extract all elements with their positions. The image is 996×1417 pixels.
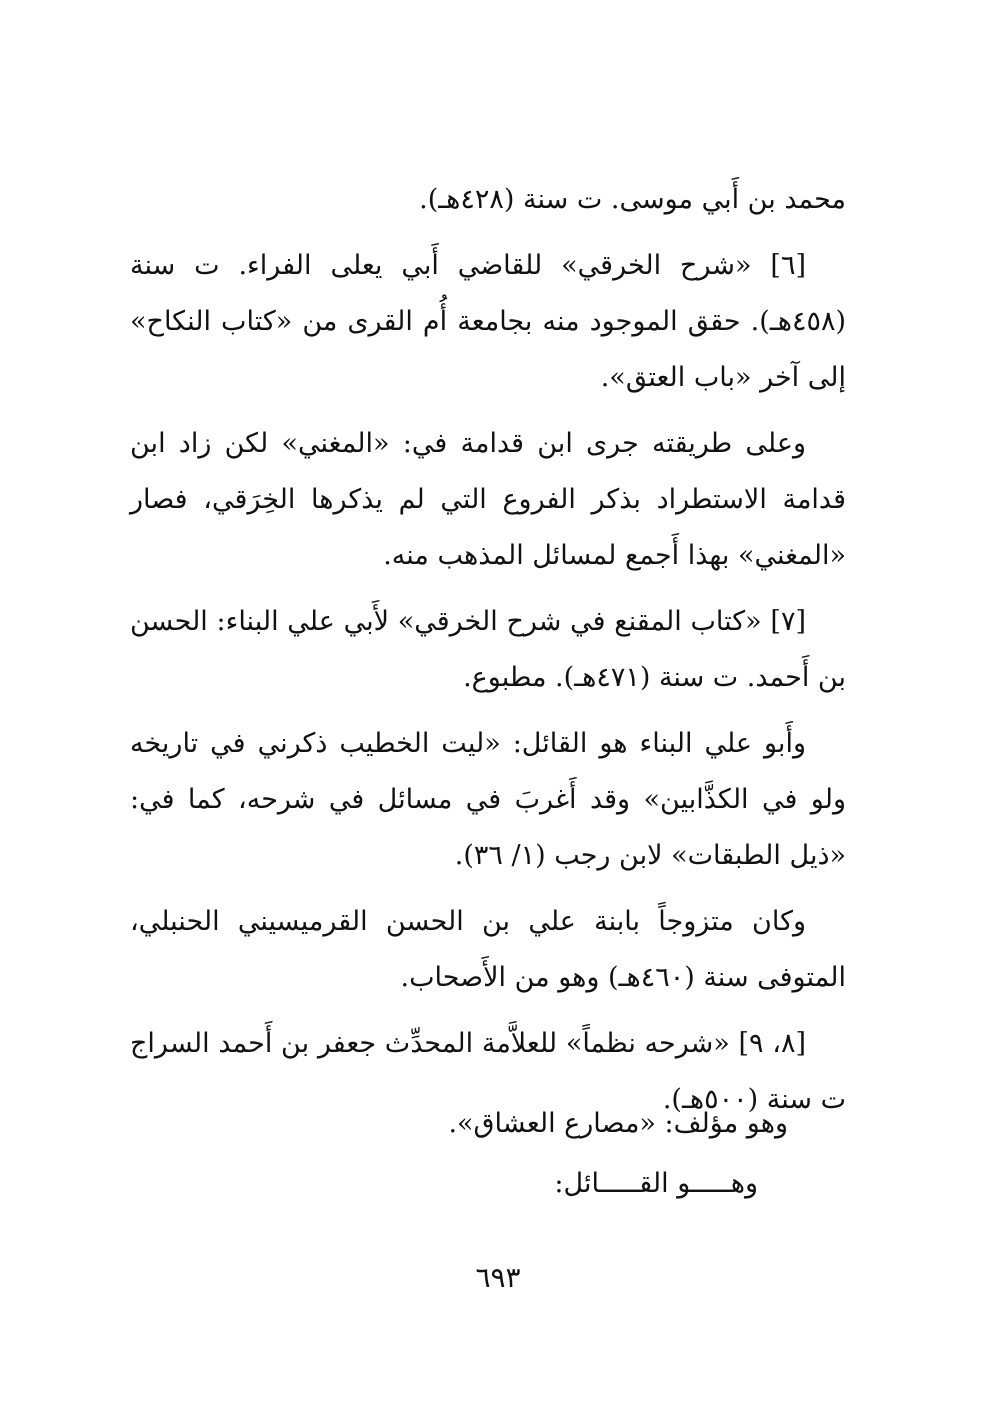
page-number: ٦٩٣: [475, 1261, 521, 1294]
paragraph-entry-6: [٦] «شرح الخرقي» للقاضي أَبي يعلى الفراء. ت سنة (٤٥٨هـ). حقق الموجود منه بجامعة أُم القرى من «كتاب النكاح» إلى آخر «باب العتق».: [130, 250, 846, 393]
paragraph-abu-ali: وأَبو علي البناء هو القائل: «ليت الخطيب ذكرني في تاريخه ولو في الكذَّابين» وقد أَغربَ في مسائل في شرحه، كما في: «ذيل الطبقات» لابن رجب (١/ ٣٦).: [130, 728, 846, 871]
paragraph-entry-8-9: [٨، ٩] «شرحه نظماً» للعلاَّمة المحدِّث جعفر بن أَحمد السراج ت سنة (٥٠٠هـ).: [130, 1028, 846, 1115]
speaker-intro: وهـــــو القـــــائل:: [554, 1168, 758, 1199]
paragraph-continuation: محمد بن أَبي موسى. ت سنة (٤٢٨هـ).: [419, 184, 846, 215]
paragraph-marriage: وكان متزوجاً بابنة علي بن الحسن القرميسيني الحنبلي، المتوفى سنة (٤٦٠هـ) وهو من الأَصحاب.: [130, 906, 846, 993]
main-text: [130, 172, 846, 1128]
paragraph-entry-7: [٧] «كتاب المقنع في شرح الخرقي» لأَبي علي البناء: الحسن بن أَحمد. ت سنة (٤٧١هـ). مطبوع.: [130, 606, 846, 693]
paragraph-ibn-qudama: وعلى طريقته جرى ابن قدامة في: «المغني» لكن زاد ابن قدامة الاستطراد بذكر الفروع التي لم يذكرها الخِرَقي، فصار «المغني» بهذا أَجمع لمسائل المذهب منه.: [130, 428, 846, 571]
author-note: وهو مؤلف: «مصارع العشاق».: [448, 1108, 788, 1139]
